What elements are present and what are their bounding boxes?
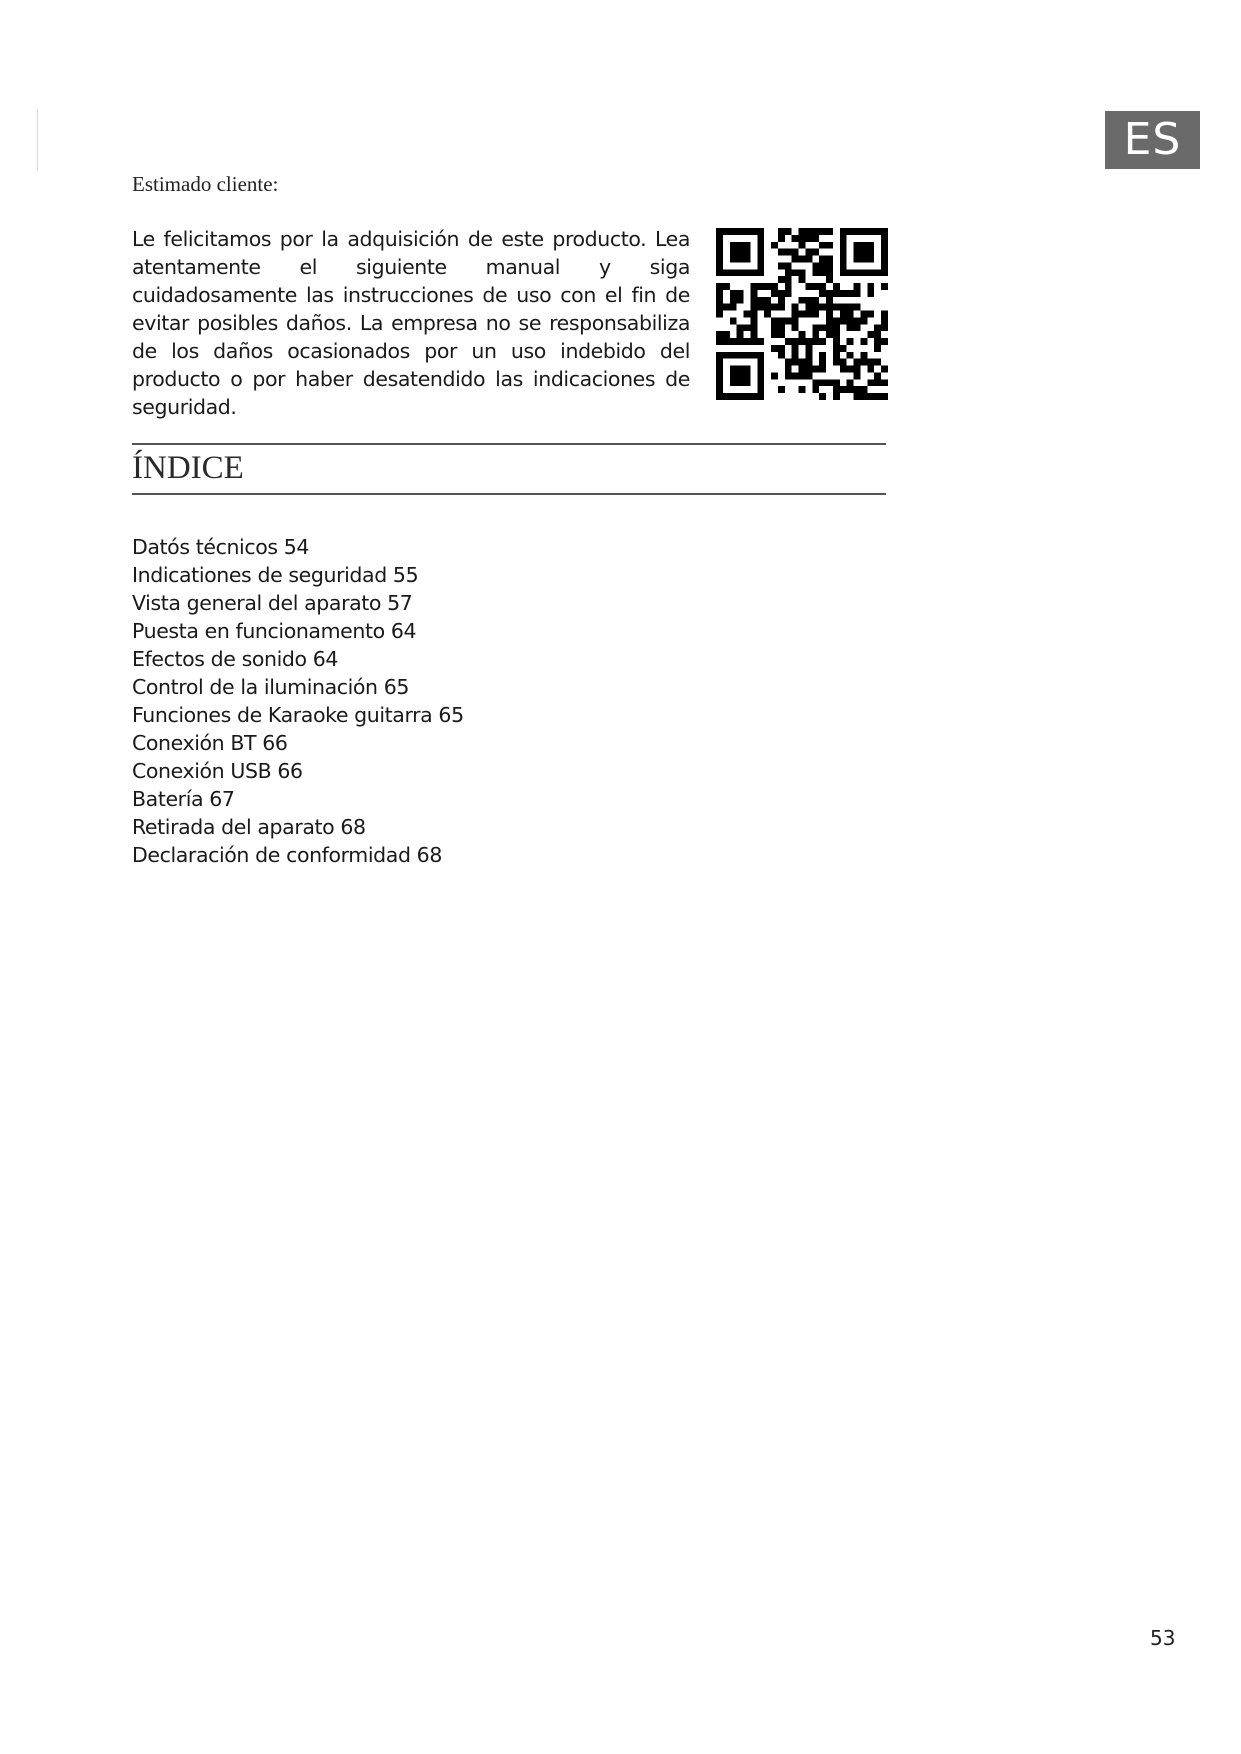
toc-item[interactable]: Funciones de Karaoke guitarra 65 [132,703,464,727]
toc-item[interactable]: Datós técnicos 54 [132,535,310,559]
toc-item[interactable]: Vista general del aparato 57 [132,591,413,615]
toc-item[interactable]: Retirada del aparato 68 [132,815,366,839]
qr-code-icon [716,228,888,400]
index-top-rule [132,443,886,445]
toc-item[interactable]: Control de la iluminación 65 [132,675,410,699]
intro-text [132,225,690,421]
language-badge: ES [1105,111,1200,169]
page-number: 53 [1150,1626,1176,1650]
toc-item[interactable]: Conexión USB 66 [132,759,303,783]
toc-item[interactable]: Declaración de conformidad 68 [132,843,442,867]
toc-item[interactable]: Conexión BT 66 [132,731,288,755]
table-of-contents [132,533,464,869]
toc-item[interactable]: Indicationes de seguridad 55 [132,563,419,587]
toc-item[interactable]: Batería 67 [132,787,235,811]
index-title: ÍNDICE [132,450,244,486]
index-bottom-rule [132,493,886,495]
intro-paragraph: Le felicitamos por la adquisición de este producto. Lea atentamente el siguiente manual y siga cuidadosamente las instrucciones de uso con el fin de evitar posibles daños. La empresa no se responsabiliza de los daños ocasionados por un uso indebido del producto o por haber desatendido las indicaciones de seguridad. [132,227,690,419]
toc-item[interactable]: Efectos de sonido 64 [132,647,339,671]
margin-line [37,110,38,170]
toc-item[interactable]: Puesta en funcionamento 64 [132,619,417,643]
greeting: Estimado cliente: [132,172,279,196]
